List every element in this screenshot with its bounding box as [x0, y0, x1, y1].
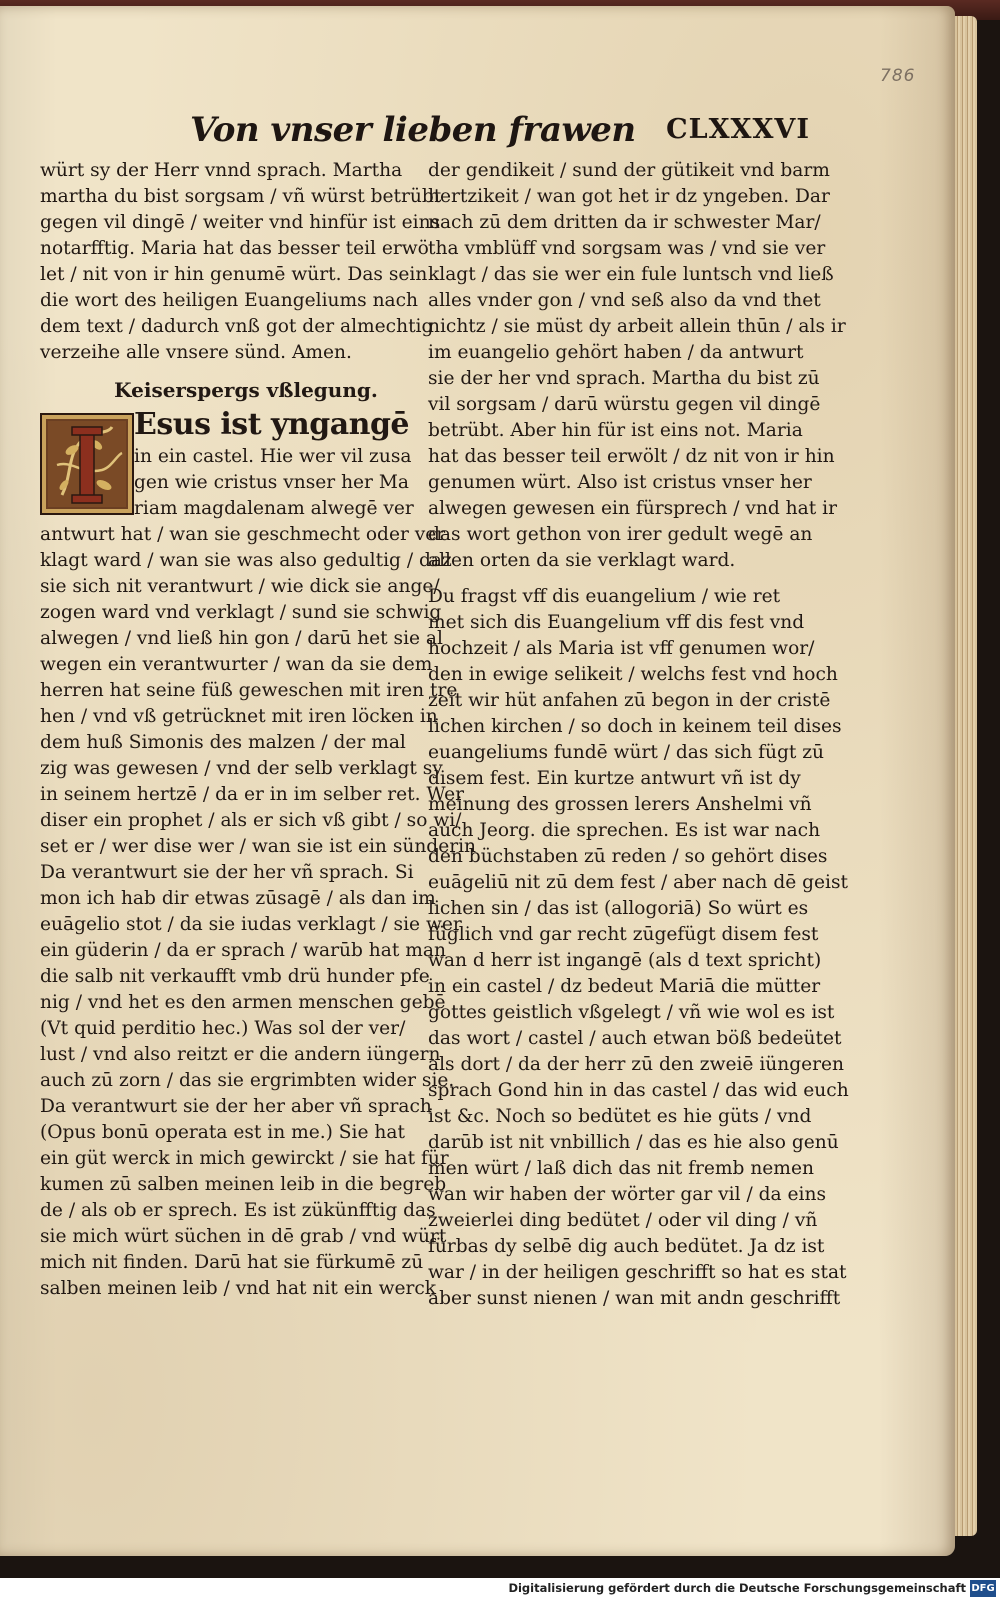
text-line: verzeihe alle vnsere sünd. Amen. — [40, 342, 352, 363]
text-line: in ein castel / dz bedeut Mariā die mütter — [428, 976, 821, 997]
text-line: martha du bist sorgsam / vñ würst betrübt — [40, 186, 442, 207]
text-line: das wort / castel / auch etwan böß bedeütet — [428, 1028, 842, 1049]
folio-number: 786 — [880, 66, 916, 86]
text-line: alwegen / vnd ließ hin gon / darū het sie al — [40, 628, 443, 649]
page-edges — [955, 16, 977, 1536]
text-line: sie mich würt süchen in dē grab / vnd würt — [40, 1226, 447, 1247]
text-line: met sich dis Euangelium vff dis fest vnd — [428, 612, 805, 633]
text-line: euāgelio stot / da sie iudas verklagt / sie wer — [40, 914, 462, 935]
text-line: zig was gewesen / vnd der selb verklagt sy — [40, 758, 443, 779]
text-line: (Vt quid perditio hec.) Was sol der ver/ — [40, 1018, 406, 1039]
text-line: klagt / das sie wer ein fule luntsch vnd ließ — [428, 264, 834, 285]
text-line: klagt ward / wan sie was also gedultig / daz — [40, 550, 452, 571]
text-line: set er / wer dise wer / wan sie ist ein sünderin — [40, 836, 477, 857]
text-line: auch Jeorg. die sprechen. Es ist war nach — [428, 820, 821, 841]
running-head-numeral: CLXXXVI — [666, 114, 810, 145]
text-line: alwegen gewesen ein fürsprech / vnd hat ir — [428, 498, 837, 519]
text-line: das wort gethon von irer gedult wegē an — [428, 524, 813, 545]
text-line: vil sorgsam / darū würstu gegen vil dingē — [428, 394, 821, 415]
text-line: zweierlei ding bedütet / oder vil ding / vñ — [428, 1210, 818, 1231]
right-paragraph-1 — [428, 158, 846, 574]
text-line: lust / vnd also reitzt er die andern iüngern — [40, 1044, 441, 1065]
text-line: hochzeit / als Maria ist vff genumen wor/ — [428, 638, 815, 659]
text-line: auch zū zorn / das sie ergrimbten wider sie. — [40, 1070, 455, 1091]
text-line: ein güt werck in mich gewirckt / sie hat für — [40, 1148, 449, 1169]
right-column — [428, 158, 849, 1312]
book-page — [0, 6, 955, 1556]
text-line: tha vmblüff vnd sorgsam was / vnd sie ver — [428, 238, 826, 259]
text-line: wegen ein verantwurter / wan da sie dem — [40, 654, 433, 675]
text-line: meinung des grossen lerers Anshelmi vñ — [428, 794, 812, 815]
text-line: kumen zū salben meinen leib in die begreb — [40, 1174, 447, 1195]
text-line: (Opus bonū operata est in me.) Sie hat — [40, 1122, 405, 1143]
text-line: alles vnder gon / vnd seß also da vnd thet — [428, 290, 821, 311]
text-line: sie der her vnd sprach. Martha du bist zū — [428, 368, 820, 389]
text-line: Da verantwurt sie der her aber vñ sprach — [40, 1096, 432, 1117]
running-head-title: Von vnser lieben frawen — [190, 110, 636, 150]
text-line: die salb nit verkaufft vmb drü hunder pfe — [40, 966, 430, 987]
section-heading: Keiserspergs vßlegung. — [114, 378, 378, 402]
text-line: nig / vnd het es den armen menschen gebē — [40, 992, 446, 1013]
text-line: let / nit von ir hin genumē würt. Das sein — [40, 264, 428, 285]
text-line: lichen sin / das ist (allogoriā) So würt es — [428, 898, 809, 919]
text-line: betrübt. Aber hin für ist eins not. Maria — [428, 420, 803, 441]
text-line: Du fragst vff dis euangelium / wie ret — [428, 586, 781, 607]
left-body-paragraph — [40, 522, 477, 1302]
text-line: mon ich hab dir etwas zūsagē / als dan im — [40, 888, 436, 909]
ornamental-initial-icon — [40, 413, 134, 515]
text-line: sprach Gond hin in das castel / das wid euch — [428, 1080, 849, 1101]
text-line: den büchstaben zū reden / so gehört dises — [428, 846, 828, 867]
text-line: die wort des heiligen Euangeliums nach — [40, 290, 419, 311]
text-line: gegen vil dingē / weiter vnd hinfür ist eins — [40, 212, 441, 233]
text-line: zogen ward vnd verklagt / sund sie schwig — [40, 602, 442, 623]
running-head — [190, 110, 810, 154]
right-paragraph-2 — [428, 584, 849, 1312]
text-line: dem text / dadurch vnß got der almechtig — [40, 316, 434, 337]
dfg-logo-icon: DFG — [970, 1580, 996, 1597]
text-line: euāgeliū nit zū dem fest / aber nach dē geist — [428, 872, 849, 893]
incipit-line: Esus ist yngangē — [134, 407, 410, 442]
text-line: fürbas dy selbē dig auch bedütet. Ja dz ist — [428, 1236, 825, 1257]
text-line: herren hat seine füß geweschen mit iren tre — [40, 680, 458, 701]
text-line: ist &c. Noch so bedütet es hie güts / vnd — [428, 1106, 812, 1127]
text-line: nach zū dem dritten da ir schwester Mar/ — [428, 212, 821, 233]
text-line: salben meinen leib / vnd hat nit ein werck — [40, 1278, 437, 1299]
text-line: notarfftig. Maria hat das besser teil erwö — [40, 238, 429, 259]
text-line: füglich vnd gar recht zūgefügt disem fest — [428, 924, 819, 945]
text-line: im euangelio gehört haben / da antwurt — [428, 342, 804, 363]
text-line: men würt / laß dich das nit fremb nemen — [428, 1158, 814, 1179]
text-line: würt sy der Herr vnnd sprach. Martha — [40, 160, 403, 181]
text-line: gottes geistlich vßgelegt / vñ wie wol es ist — [428, 1002, 835, 1023]
text-line: darūb ist nit vnbillich / das es hie also genū — [428, 1132, 839, 1153]
text-line: der gendikeit / sund der gütikeit vnd barm — [428, 160, 830, 181]
text-line: war / in der heiligen geschrifft so hat es stat — [428, 1262, 847, 1283]
text-line: hertzikeit / wan got het ir dz yngeben. Dar — [428, 186, 830, 207]
text-line: in seinem hertzē / da er in im selber ret. Wer — [40, 784, 464, 805]
text-line: zeit wir hüt anfahen zū begon in der cristē — [428, 690, 831, 711]
text-line: ein güderin / da er sprach / warūb hat man — [40, 940, 446, 961]
text-line: aber sunst nienen / wan mit andn geschrifft — [428, 1288, 841, 1309]
paragraph-gap — [428, 574, 800, 584]
text-line: den in ewige selikeit / welchs fest vnd hoch — [428, 664, 838, 685]
text-line: de / als ob er sprech. Es ist zükünfftig das — [40, 1200, 436, 1221]
left-column — [40, 158, 477, 1302]
text-line: riam magdalenam alwegē ver — [134, 498, 414, 519]
text-line: nichtz / sie müst dy arbeit allein thūn / als ir — [428, 316, 846, 337]
text-line: wan d herr ist ingangē (als d text spricht) — [428, 950, 822, 971]
text-line: wan wir haben der wörter gar vil / da eins — [428, 1184, 827, 1205]
text-line: dem huß Simonis des malzen / der mal — [40, 732, 406, 753]
text-line: hen / vnd vß getrücknet mit iren löcken in — [40, 706, 438, 727]
text-line: disem fest. Ein kurtze antwurt vñ ist dy — [428, 768, 801, 789]
text-line: hat das besser teil erwölt / dz nit von ir hin — [428, 446, 835, 467]
text-line: in ein castel. Hie wer vil zusa — [134, 446, 412, 467]
text-line: mich nit finden. Darū hat sie fürkumē zū — [40, 1252, 424, 1273]
text-line: lichen kirchen / so doch in keinem teil dises — [428, 716, 842, 737]
text-line: euangeliums fundē würt / das sich fügt zū — [428, 742, 825, 763]
text-line: als dort / da der herr zū den zweiē iüngeren — [428, 1054, 845, 1075]
text-line: sie sich nit verantwurt / wie dick sie ange/ — [40, 576, 440, 597]
text-line: diser ein prophet / als er sich vß gibt / so wi/ — [40, 810, 462, 831]
text-line: allen orten da sie verklagt ward. — [428, 550, 736, 571]
footer-bar — [0, 1578, 1000, 1601]
text-line: genumen würt. Also ist cristus vnser her — [428, 472, 812, 493]
footer-credit: Digitalisierung gefördert durch die Deutsche Forschungsgemeinschaft — [508, 1581, 966, 1595]
text-line: gen wie cristus vnser her Ma — [134, 472, 409, 493]
text-line: antwurt hat / wan sie geschmecht oder ver — [40, 524, 446, 545]
left-intro-paragraph — [40, 158, 442, 366]
text-line: Da verantwurt sie der her vñ sprach. Si — [40, 862, 414, 883]
